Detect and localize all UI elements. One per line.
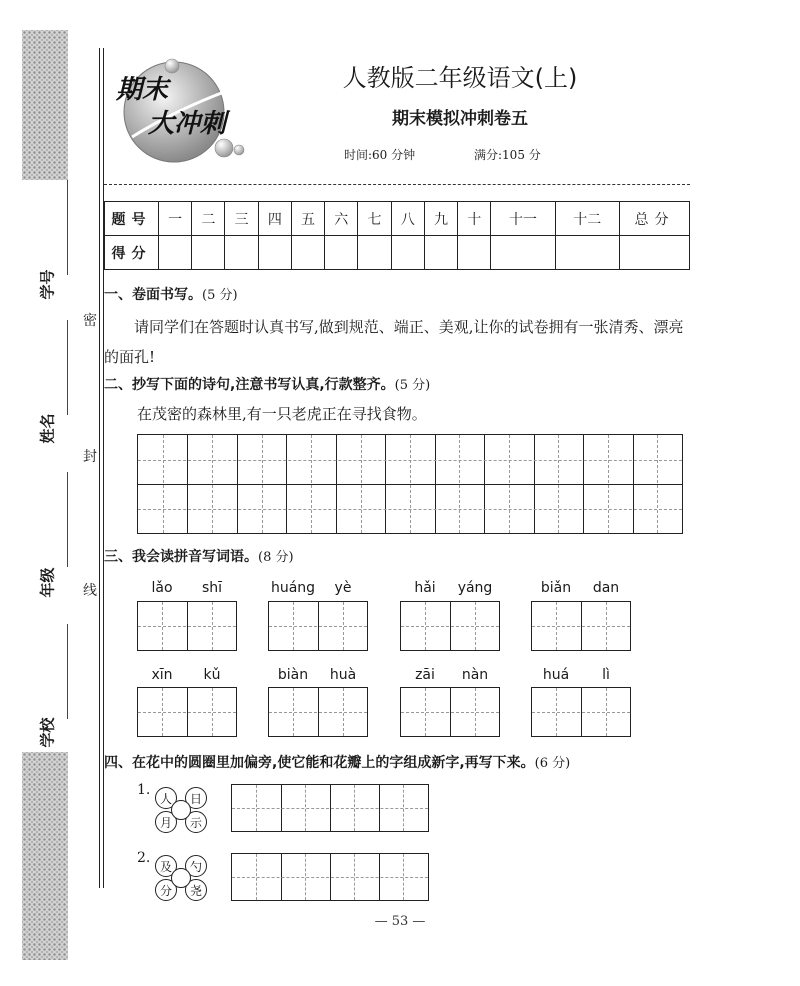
- exam-time: 时间:60 分钟: [344, 148, 416, 162]
- score-cell[interactable]: [192, 236, 225, 270]
- question-number-1: 1.: [137, 782, 151, 798]
- pinyin-answer-box[interactable]: [268, 601, 368, 651]
- section-3-title-text: 三、我会读拼音写词语。: [104, 549, 258, 565]
- question-number-2: 2.: [137, 850, 151, 866]
- fill-line-name[interactable]: [67, 320, 68, 415]
- pinyin-label: dan: [592, 580, 620, 596]
- label-grade: 年级: [38, 567, 57, 598]
- flower-2-center-circle[interactable]: [171, 868, 191, 888]
- pinyin-label: huà: [329, 667, 357, 683]
- table-col-total: 总分: [620, 202, 690, 236]
- section-4-title-text: 四、在花中的圆圈里加偏旁,使它能和花瓣上的字组成新字,再写下来。: [104, 755, 535, 771]
- binding-pattern-top: [22, 30, 68, 180]
- section-4-title: [104, 752, 570, 772]
- pinyin-label: lì: [602, 667, 610, 683]
- pinyin-answer-box[interactable]: [400, 687, 500, 737]
- label-student-id: 学号: [38, 269, 57, 300]
- table-col-9: 九: [424, 202, 457, 236]
- pinyin-label: hǎi: [414, 580, 436, 596]
- pinyin-label: biàn: [277, 667, 309, 683]
- grid-guide: [232, 808, 428, 809]
- grid-guide: [403, 785, 404, 831]
- grid-guide: [269, 626, 367, 627]
- table-col-6: 六: [325, 202, 358, 236]
- grid-guide: [305, 854, 306, 900]
- flower-2-petal-4: 尧: [185, 879, 207, 901]
- pinyin-label: biǎn: [540, 580, 572, 596]
- table-score-label: 得分: [105, 236, 159, 270]
- grid-guide: [532, 712, 630, 713]
- table-col-1: 一: [159, 202, 192, 236]
- grid-guide: [256, 785, 257, 831]
- flower-1-petal-1: 人: [155, 787, 177, 809]
- grid-guide: [311, 435, 312, 533]
- grid-guide: [138, 712, 236, 713]
- pinyin-label: yáng: [457, 580, 493, 596]
- pinyin-label: zāi: [415, 667, 435, 683]
- score-cell[interactable]: [358, 236, 391, 270]
- score-cell[interactable]: [325, 236, 358, 270]
- table-col-3: 三: [225, 202, 258, 236]
- grid-guide: [354, 785, 355, 831]
- score-cell[interactable]: [555, 236, 619, 270]
- grid-guide: [305, 785, 306, 831]
- grid-guide: [138, 626, 236, 627]
- seal-char-xian: 线: [83, 583, 97, 599]
- flower-2-petal-3: 分: [155, 879, 177, 901]
- score-cell[interactable]: [458, 236, 491, 270]
- pinyin-label: xīn: [151, 667, 173, 683]
- grid-guide: [410, 435, 411, 533]
- section-1-points: (5 分): [202, 288, 238, 303]
- section-1-title: [104, 284, 238, 304]
- grid-guide: [256, 854, 257, 900]
- seal-char-feng: 封: [83, 449, 97, 465]
- table-col-10: 十: [458, 202, 491, 236]
- label-name: 姓名: [38, 413, 57, 444]
- section-3-title: [104, 546, 294, 566]
- pinyin-answer-box[interactable]: [531, 601, 631, 651]
- flower-1-petal-3: 月: [155, 811, 177, 833]
- pinyin-label: lǎo: [151, 580, 173, 596]
- page-title: 人教版二年级语文(上): [342, 64, 578, 92]
- flower-2-answer-grid[interactable]: [231, 853, 429, 901]
- score-table: [104, 201, 690, 270]
- grid-guide: [354, 854, 355, 900]
- section-1-text: 请同学们在答题时认真书写,做到规范、端正、美观,让你的试卷拥有一张清秀、漂亮的面孔!: [104, 318, 684, 366]
- score-cell[interactable]: [159, 236, 192, 270]
- flower-2-petal-2: 勺: [185, 855, 207, 877]
- section-4-points: (6 分): [534, 756, 571, 771]
- pinyin-label: huá: [542, 667, 570, 683]
- pinyin-answer-box[interactable]: [137, 601, 237, 651]
- score-cell[interactable]: [391, 236, 424, 270]
- pinyin-answer-box[interactable]: [268, 687, 368, 737]
- pinyin-label: kǔ: [203, 667, 221, 683]
- grid-guide: [509, 435, 510, 533]
- table-col-12: 十二: [555, 202, 619, 236]
- exam-full-score: 满分:105 分: [474, 148, 541, 162]
- section-2-points: (5 分): [394, 378, 431, 393]
- grid-guide: [401, 626, 499, 627]
- table-col-8: 八: [391, 202, 424, 236]
- grid-guide: [558, 435, 559, 533]
- grid-guide: [608, 435, 609, 533]
- binding-pattern-bottom: [22, 752, 68, 960]
- section-2-title-text: 二、抄写下面的诗句,注意书写认真,行款整齐。: [104, 377, 395, 393]
- flower-1-answer-grid[interactable]: [231, 784, 429, 832]
- score-cell[interactable]: [258, 236, 291, 270]
- score-cell[interactable]: [424, 236, 457, 270]
- grid-guide: [269, 712, 367, 713]
- label-school: 学校: [38, 717, 57, 748]
- score-table-header-row: [105, 202, 690, 236]
- grid-guide: [262, 435, 263, 533]
- binding-line: [99, 48, 100, 888]
- grid-guide: [232, 877, 428, 878]
- header-divider: [104, 184, 690, 185]
- pinyin-label: huáng: [270, 580, 316, 596]
- flower-1-center-circle[interactable]: [171, 800, 191, 820]
- grid-guide: [657, 435, 658, 533]
- logo-text-1: 期末: [116, 75, 169, 105]
- page-subtitle: 期末模拟冲刺卷五: [392, 109, 528, 129]
- table-col-4: 四: [258, 202, 291, 236]
- score-table-score-row: [105, 236, 690, 270]
- score-cell[interactable]: [225, 236, 258, 270]
- table-col-7: 七: [358, 202, 391, 236]
- section-2-verse: 在茂密的森林里,有一只老虎正在寻找食物。: [137, 405, 427, 423]
- grid-guide: [532, 626, 630, 627]
- flower-1-petal-4: 示: [185, 811, 207, 833]
- fill-line-grade[interactable]: [67, 472, 68, 567]
- section-3-points: (8 分): [258, 550, 294, 565]
- table-col-5: 五: [291, 202, 324, 236]
- section-1-title-text: 一、卷面书写。: [104, 287, 202, 303]
- score-cell[interactable]: [291, 236, 324, 270]
- grid-guide: [459, 435, 460, 533]
- section-2-title: [104, 374, 430, 394]
- grid-guide: [361, 435, 362, 533]
- table-col-11: 十一: [491, 202, 555, 236]
- score-cell-total[interactable]: [620, 236, 690, 270]
- pinyin-label: nàn: [461, 667, 489, 683]
- pinyin-answer-box[interactable]: [400, 601, 500, 651]
- fill-line-school[interactable]: [67, 624, 68, 719]
- logo-text-2: 大冲刺: [148, 109, 227, 139]
- pinyin-answer-box[interactable]: [137, 687, 237, 737]
- pinyin-answer-box[interactable]: [531, 687, 631, 737]
- copy-writing-grid[interactable]: [137, 434, 683, 534]
- grid-guide: [212, 435, 213, 533]
- table-head-label: 题号: [105, 202, 159, 236]
- flower-2-petal-1: 及: [155, 855, 177, 877]
- logo: [112, 52, 257, 167]
- pinyin-label: shī: [201, 580, 223, 596]
- flower-1-petal-2: 日: [185, 787, 207, 809]
- fill-line-student-id[interactable]: [67, 180, 68, 275]
- grid-guide: [163, 435, 164, 533]
- score-cell[interactable]: [491, 236, 555, 270]
- page-number: — 53 —: [374, 914, 426, 929]
- table-col-2: 二: [192, 202, 225, 236]
- grid-guide: [403, 854, 404, 900]
- seal-char-mi: 密: [83, 313, 97, 329]
- grid-guide: [401, 712, 499, 713]
- pinyin-label: yè: [334, 580, 352, 596]
